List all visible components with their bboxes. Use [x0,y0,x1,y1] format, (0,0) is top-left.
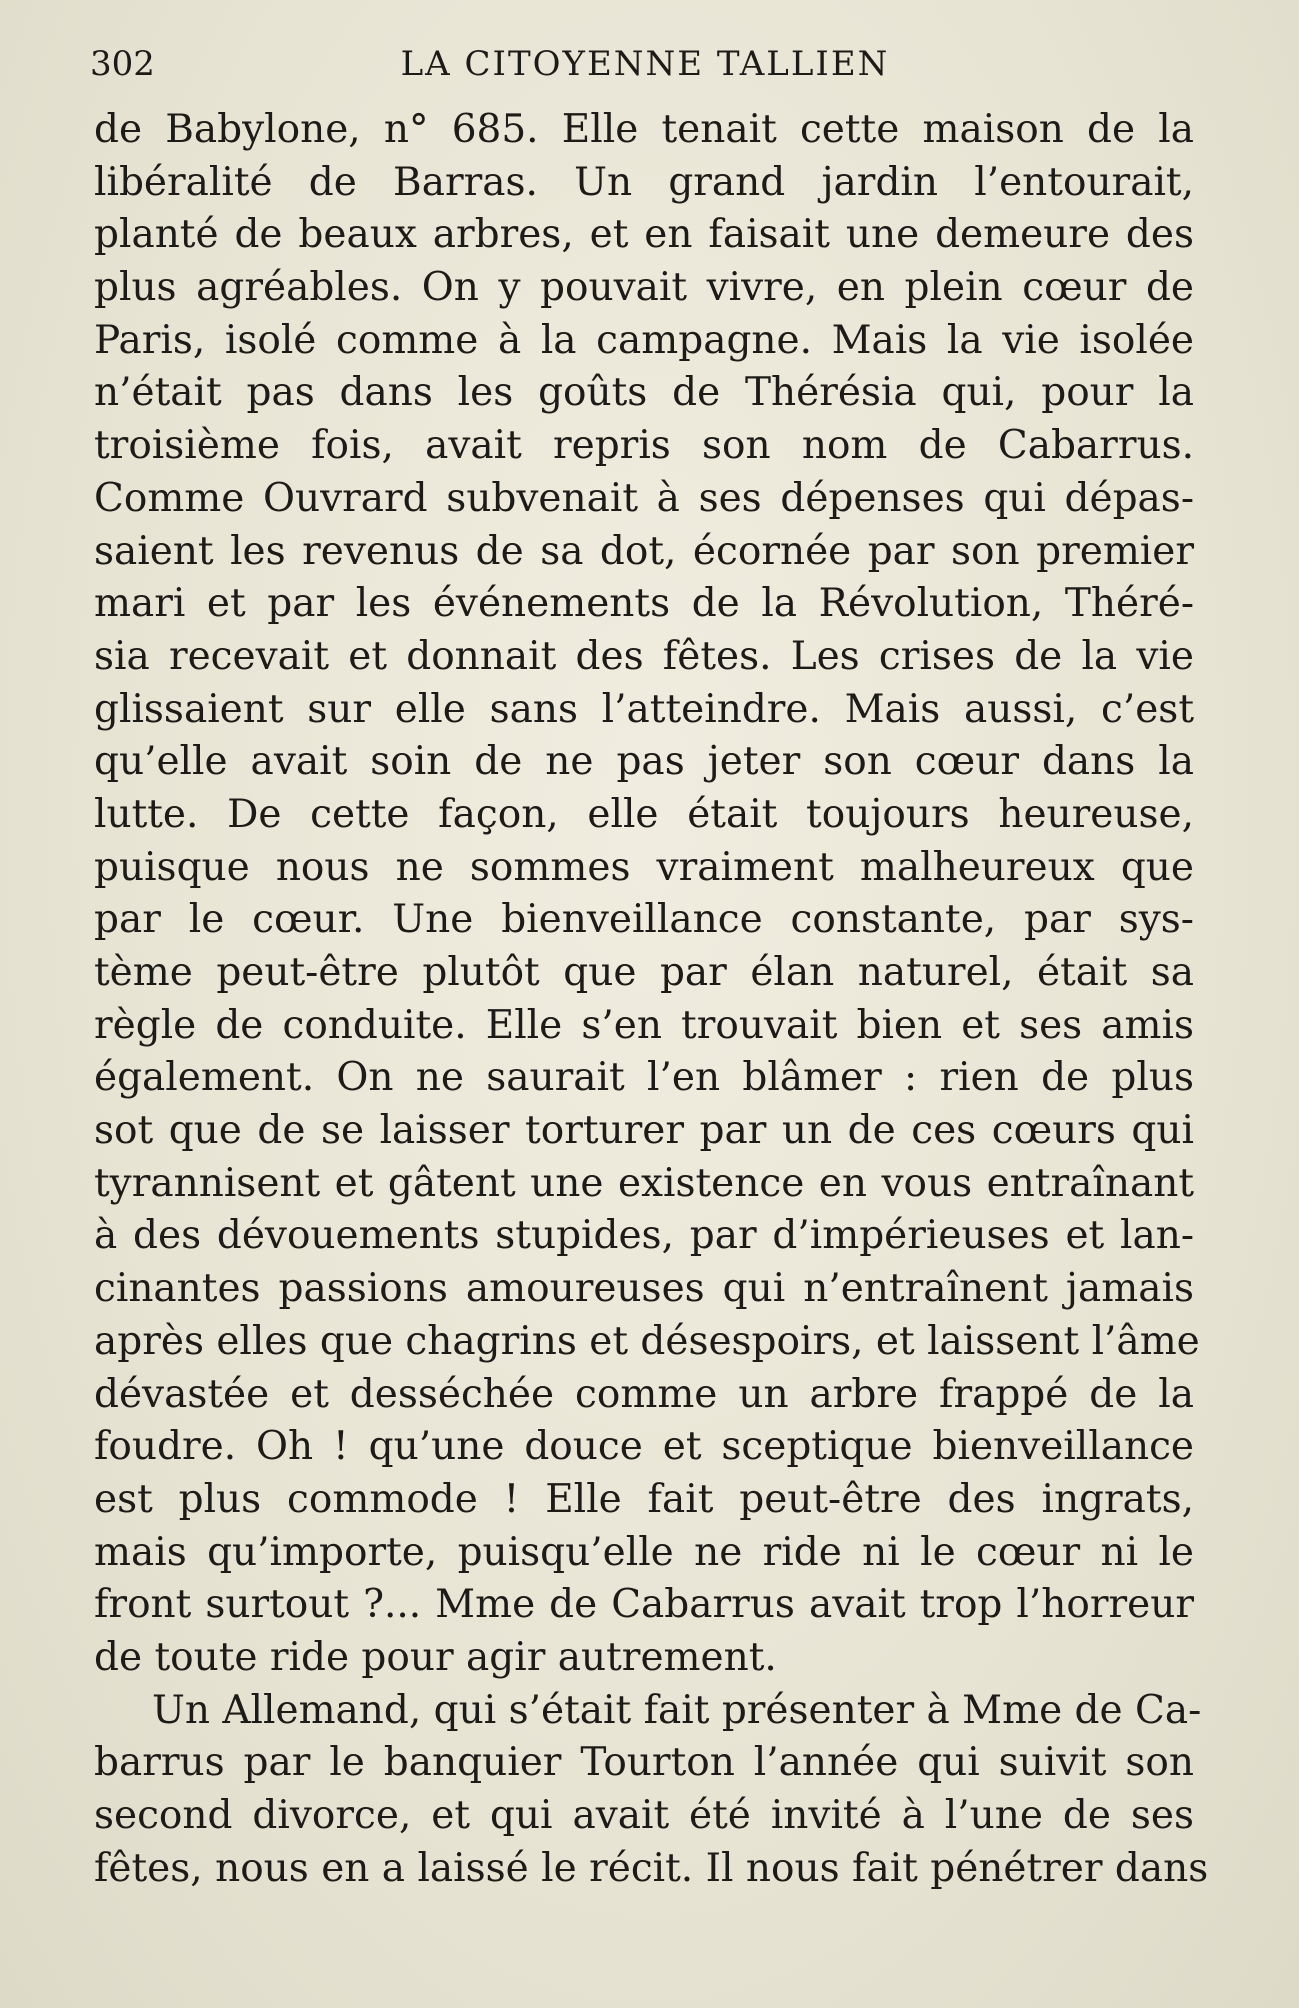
text-line: également. On ne saurait l’en blâmer : rien de plus [94,1055,1194,1101]
text-line: est plus commode ! Elle fait peut-être des ingrats, [94,1476,1194,1522]
text-line: planté de beaux arbres, et en faisait une demeure des [94,212,1194,258]
text-line: tème peut-être plutôt que par élan naturel, était sa [94,950,1194,995]
text-line: fêtes, nous en a laissé le récit. Il nous fait pénétrer dans [94,1845,1209,1891]
text-line: sia recevait et donnait des fêtes. Les crises de la vie [94,633,1194,679]
text-line: glissaient sur elle sans l’atteindre. Mais aussi, c’est [94,686,1194,732]
text-line: sot que de se laisser torturer par un de ces cœurs qui [94,1108,1194,1154]
text-line: foudre. Oh ! qu’une douce et sceptique bienveillance [94,1424,1194,1470]
text-line: mari et par les événements de la Révolution, Théré- [94,581,1194,627]
text-line: cinantes passions amoureuses qui n’entraînent jamais [94,1266,1194,1312]
text-line: troisième fois, avait repris son nom de Cabarrus. [94,423,1194,469]
text-line: libéralité de Barras. Un grand jardin l’entourait, [94,159,1194,205]
text-line: dévastée et desséchée comme un arbre frappé de la [94,1371,1194,1417]
text-line: Paris, isolé comme à la campagne. Mais la vie isolée [94,317,1194,363]
paragraph-start-line: Un Allemand, qui s’était fait présenter à Mme de Ca- [152,1687,1202,1733]
text-line: à des dévouements stupides, par d’impérieuses et lan- [94,1213,1194,1259]
text-line: plus agréables. On y pouvait vivre, en plein cœur de [94,265,1194,311]
page-number: 302 [90,44,155,84]
paragraph-end-line: de toute ride pour agir autrement. [94,1634,777,1680]
text-line: après elles que chagrins et désespoirs, et laissent l’âme [94,1318,1200,1364]
text-line: barrus par le banquier Tourton l’année qui suivit son [94,1740,1194,1786]
body-text [94,104,1209,1895]
text-line: par le cœur. Une bienveillance constante, par sys- [94,897,1194,943]
text-line: second divorce, et qui avait été invité à l’une de ses [94,1793,1194,1838]
text-line: tyrannisent et gâtent une existence en vous entraînant [94,1160,1194,1206]
page-header [90,36,1200,92]
text-line: mais qu’importe, puisqu’elle ne ride ni le cœur ni le [94,1529,1194,1575]
text-line: front surtout ?... Mme de Cabarrus avait trop l’horreur [94,1582,1194,1628]
text-line: qu’elle avait soin de ne pas jeter son cœur dans la [94,739,1194,785]
text-line: saient les revenus de sa dot, écornée par son premier [94,528,1194,574]
text-line: puisque nous ne sommes vraiment malheureux que [94,844,1194,890]
text-line: n’était pas dans les goûts de Thérésia qui, pour la [94,370,1194,416]
text-line: règle de conduite. Elle s’en trouvait bien et ses amis [94,1002,1194,1048]
running-title: LA CITOYENNE TALLIEN [400,44,890,84]
text-line: de Babylone, n° 685. Elle tenait cette maison de la [94,107,1194,152]
text-line: Comme Ouvrard subvenait à ses dépenses qui dépas- [94,475,1194,521]
text-line: lutte. De cette façon, elle était toujours heureuse, [94,791,1194,837]
